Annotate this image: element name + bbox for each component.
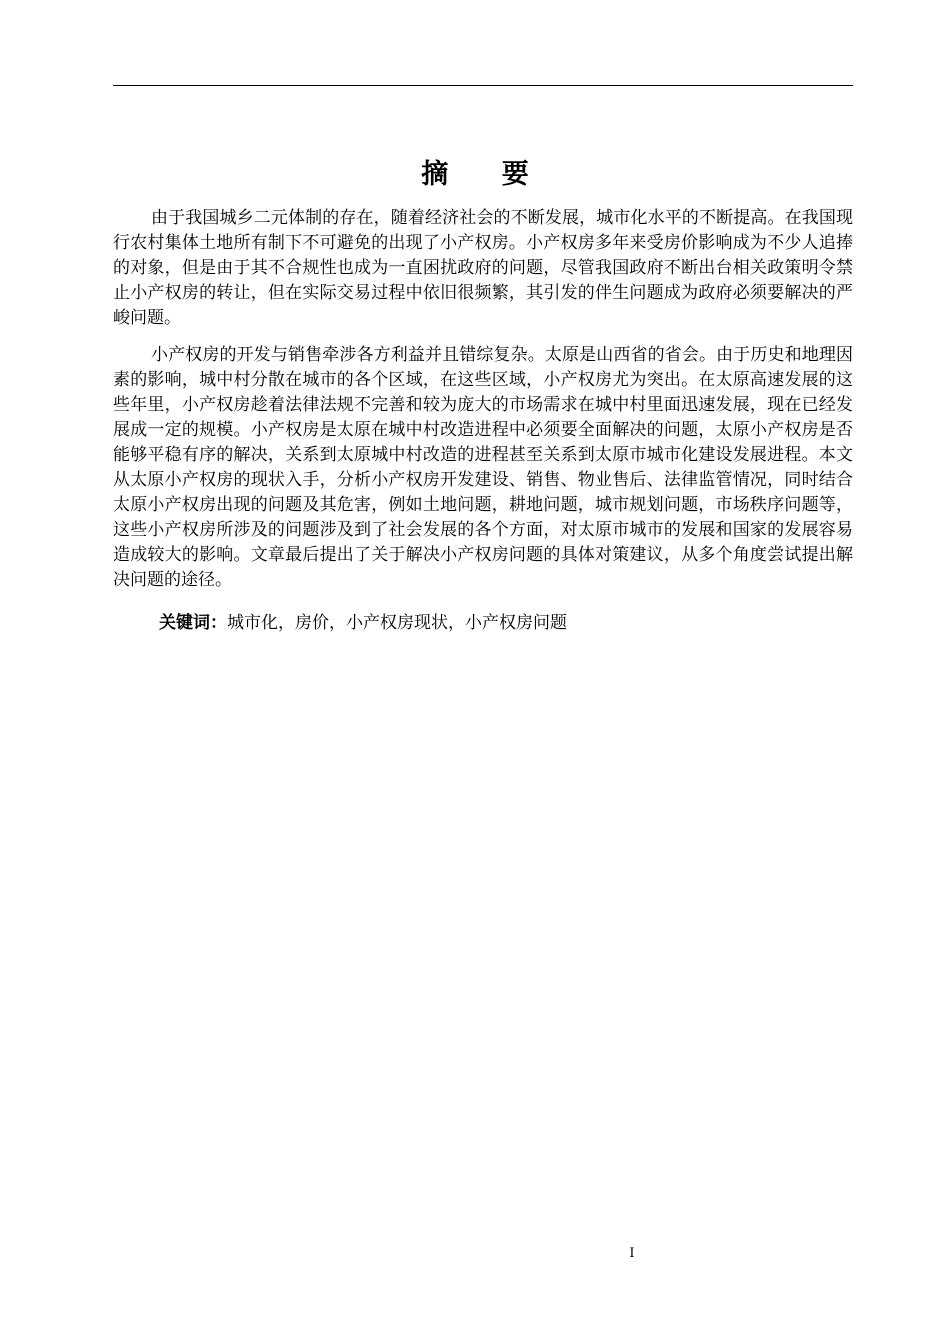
page-title: 摘 要 — [421, 159, 551, 190]
keywords-label: 关键词： — [159, 613, 227, 633]
abstract-paragraph-2: 小产权房的开发与销售牵涉各方利益并且错综复杂。太原是山西省的省会。由于历史和地理因素的影响，城中村分散在城市的各个区域，在这些区域，小产权房尤为突出。在太原高速发展的这些年里，小产权房趁着法律法规不完善和较为庞大的市场需求在城中村里面迅速发展，现在已经发展成一定的规模。小产权房是太原在城中村改造进程中必须要全面解决的问题，太原小产权房是否能够平稳有序的解决，关系到太原城中村改造的进程甚至关系到太原市城市化建设发展进程。本文从太原小产权房的现状入手，分析小产权房开发建设、销售、物业售后、法律监管情况，同时结合太原小产权房出现的问题及其危害，例如土地问题，耕地问题，城市规划问题，市场秩序问题等，这些小产权房所涉及的问题涉及到了社会发展的各个方面，对太原市城市的发展和国家的发展容易造成较大的影响。文章最后提出了关于解决小产权房问题的具体对策建议，从多个角度尝试提出解决问题的途径。 — [113, 345, 853, 590]
keywords-text: 城市化，房价，小产权房现状，小产权房问题 — [227, 613, 567, 633]
header-rule — [113, 85, 853, 86]
abstract-paragraph-1: 由于我国城乡二元体制的存在，随着经济社会的不断发展，城市化水平的不断提高。在我国现行农村集体土地所有制下不可避免的出现了小产权房。小产权房多年来受房价影响成为不少人追捧的对象，但是由于其不合规性也成为一直困扰政府的问题，尽管我国政府不断出台相关政策明令禁止小产权房的转让，但在实际交易过程中依旧很频繁，其引发的伴生问题成为政府必须要解决的严峻问题。 — [113, 208, 853, 328]
abstract-body — [113, 206, 853, 636]
keywords-line — [113, 611, 853, 636]
page-number: I — [629, 1246, 635, 1261]
